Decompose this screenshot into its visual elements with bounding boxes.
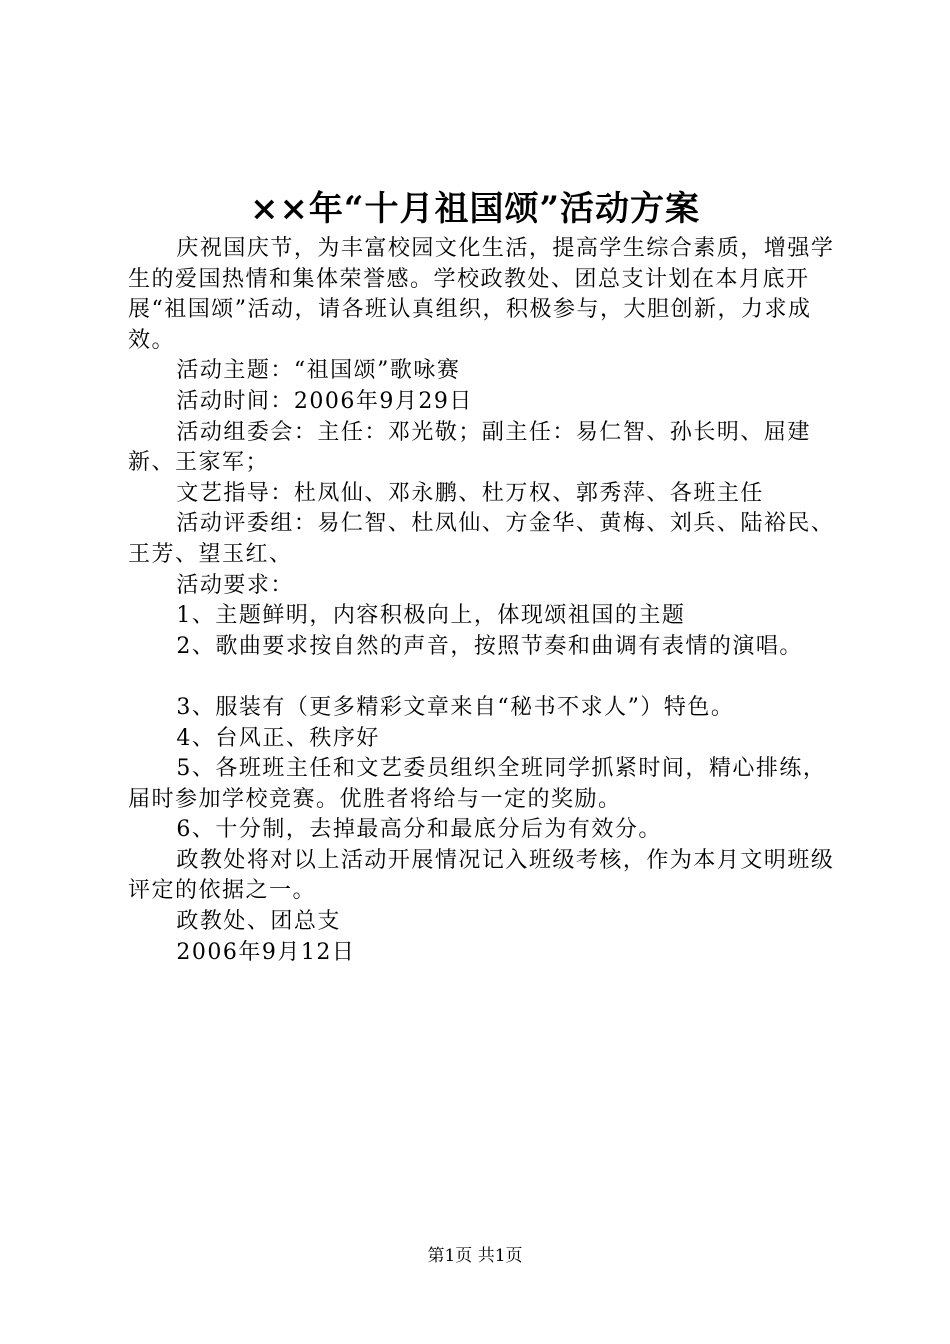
requirement-item: 5、各班班主任和文艺委员组织全班同学抓紧时间，精心排练，届时参加学校竞赛。优胜者将给与一定的奖励。 [128, 756, 827, 812]
document-title: ××年“十月祖国颂”活动方案 [249, 189, 701, 229]
signature-date: 2006年9月12日 [176, 939, 356, 965]
art-guidance: 文艺指导：杜凤仙、邓永鹏、杜万权、郭秀萍、各班主任 [176, 480, 764, 506]
organizing-committee: 活动组委会：主任：邓光敬；副主任：易仁智、孙长明、屈建新、王家军； [128, 419, 811, 476]
requirement-item: 6、十分制，去掉最高分和最底分后为有效分。 [176, 817, 662, 843]
judging-panel: 活动评委组：易仁智、杜凤仙、方金华、黄梅、刘兵、陆裕民、王芳、望玉红、 [128, 511, 835, 567]
requirements-heading: 活动要求： [176, 572, 294, 598]
blank-line [128, 662, 838, 693]
signature-issuer: 政教处、团总支 [176, 909, 341, 935]
page-number-footer: 第1页 共1页 [427, 1246, 523, 1266]
closing-paragraph: 政教处将对以上活动开展情况记入班级考核，作为本月文明班级评定的依据之一。 [128, 847, 835, 904]
requirement-item: 3、服装有（更多精彩文章来自“秘书不求人”）特色。 [176, 694, 735, 720]
document-body [128, 234, 838, 968]
requirement-item: 1、主题鲜明，内容积极向上，体现颂祖国的主题 [176, 603, 686, 629]
activity-time: 活动时间：2006年9月29日 [176, 388, 473, 414]
intro-paragraph: 庆祝国庆节，为丰富校园文化生活，提高学生综合素质，增强学生的爱国热情和集体荣誉感。学校政教处、团总支计划在本月底开展“祖国颂”活动，请各班认真组织，积极参与，大胆创新，力求成效。 [128, 236, 835, 353]
requirement-item: 4、台风正、秩序好 [176, 725, 380, 751]
requirement-item: 2、歌曲要求按自然的声音，按照节奏和曲调有表情的演唱。 [176, 633, 803, 659]
activity-theme: 活动主题：“祖国颂”歌咏赛 [176, 358, 461, 384]
